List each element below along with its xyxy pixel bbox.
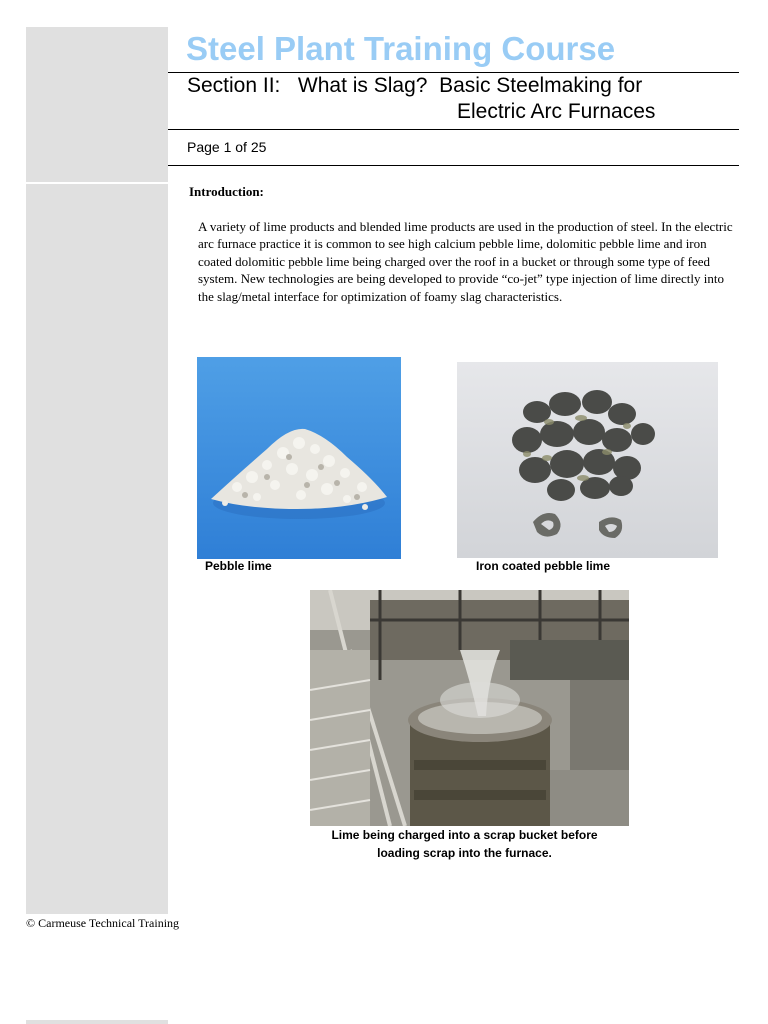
scrap-bucket-caption-line1: Lime being charged into a scrap bucket before bbox=[331, 828, 598, 842]
intro-heading: Introduction: bbox=[189, 184, 264, 199]
page-divider bbox=[168, 165, 739, 166]
pebble-lime-caption: Pebble lime bbox=[205, 559, 272, 573]
scrap-bucket-charging-photo bbox=[310, 590, 629, 826]
sidebar-band-top bbox=[26, 27, 168, 182]
iron-coated-lime-photo bbox=[457, 362, 718, 558]
scrap-bucket-caption bbox=[310, 826, 619, 862]
iron-coated-lime-caption: Iron coated pebble lime bbox=[476, 559, 611, 573]
intro-paragraph: A variety of lime products and blended lime products are used in the production of steel. In the electric arc furnace practice it is common to see high calcium pebble lime, dolomitic pebble lime and iron coated dolomitic pebble lime being charged over the roof in a bucket or through some type of feed system. New technologies are being developed to provide “co-jet” type injection of lime directly into the slag/metal interface for optimization of foamy slag characteristics. bbox=[198, 219, 733, 304]
pebble-lime-photo bbox=[197, 357, 401, 559]
section-heading-line1: Section II: What is Slag? Basic Steelmaking for bbox=[187, 74, 643, 97]
page-indicator: Page 1 of 25 bbox=[187, 139, 267, 155]
sidebar-band bbox=[26, 184, 168, 914]
section-divider bbox=[168, 129, 739, 130]
section-heading-line2: Electric Arc Furnaces bbox=[457, 100, 656, 123]
section-heading bbox=[187, 73, 655, 125]
scrap-bucket-caption-line2: loading scrap into the furnace. bbox=[377, 846, 552, 860]
sidebar-band-bottom bbox=[26, 1020, 168, 1024]
footer-copyright: © Carmeuse Technical Training bbox=[26, 916, 180, 930]
course-title: Steel Plant Training Course bbox=[186, 30, 616, 67]
